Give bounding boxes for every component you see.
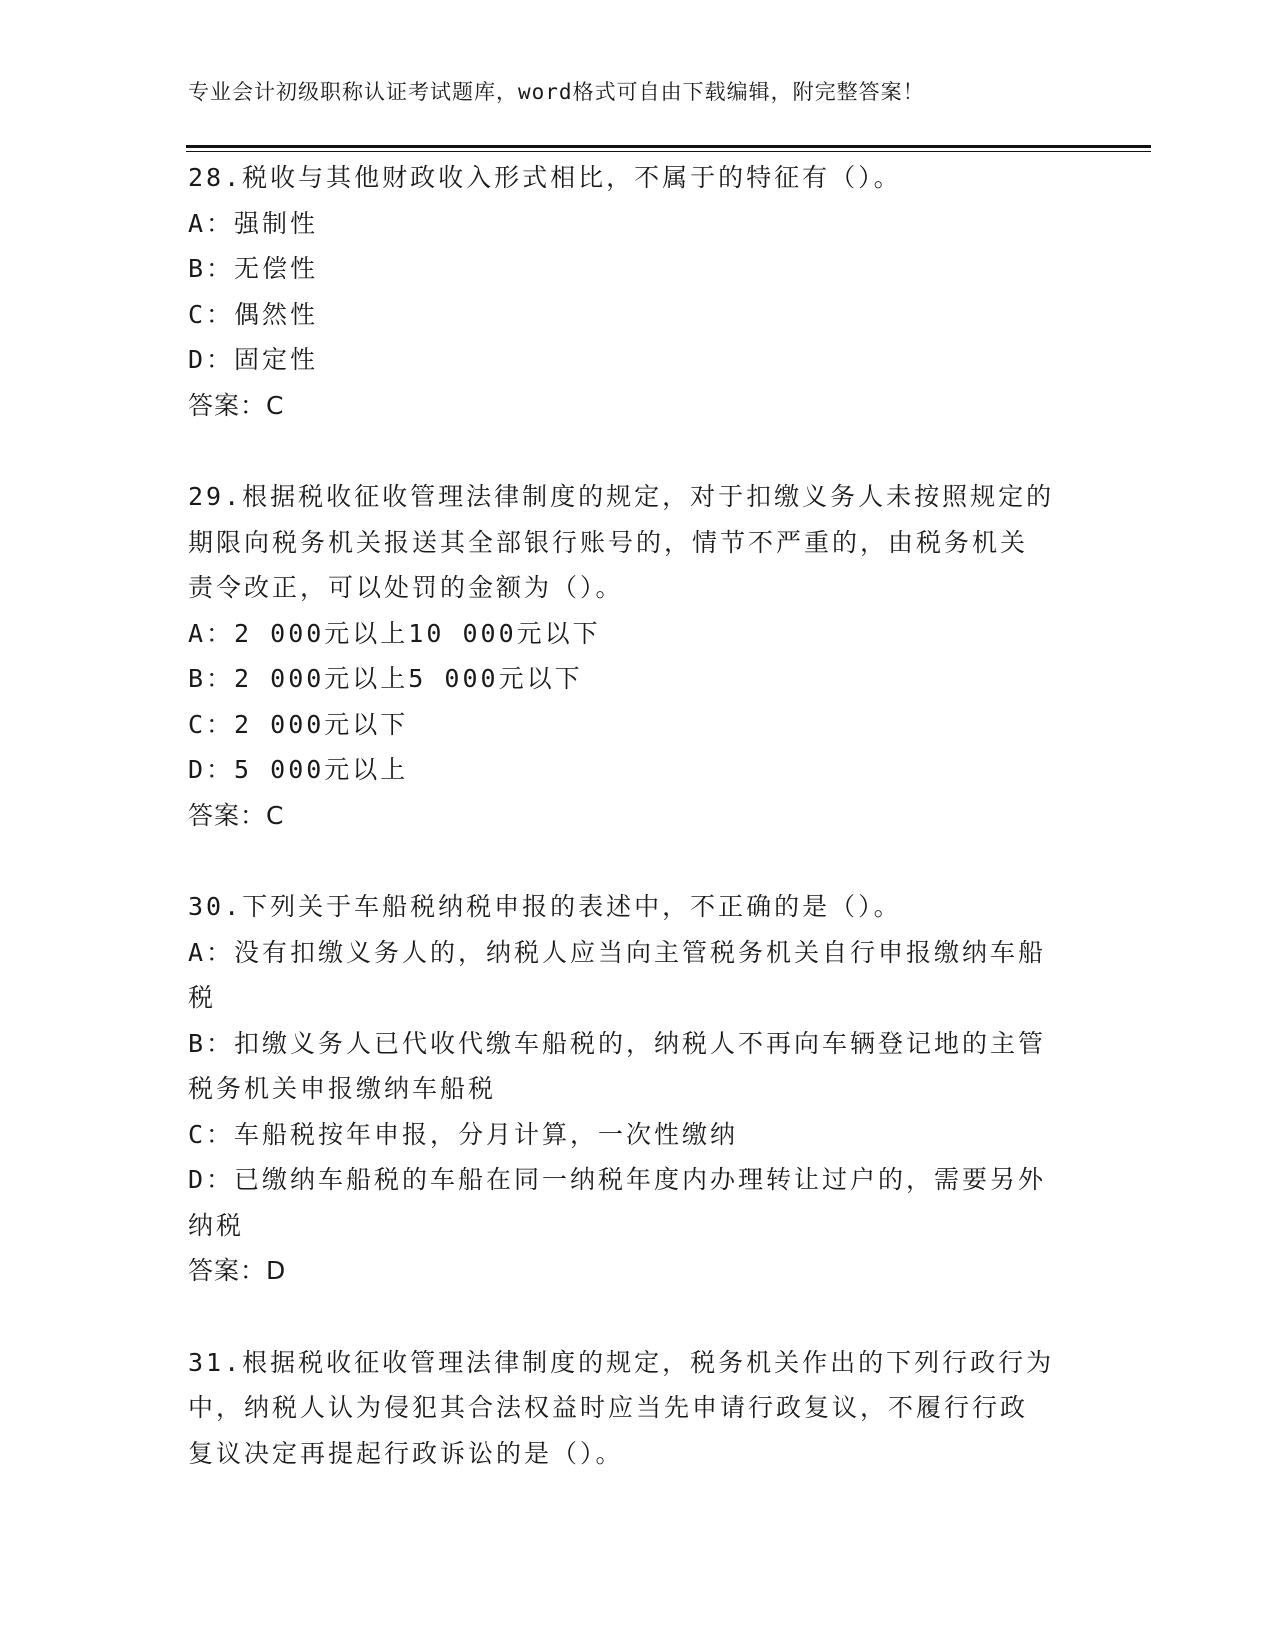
option-line: C：偶然性 bbox=[188, 299, 319, 329]
question-stem-line: 复议决定再提起行政诉讼的是（）。 bbox=[188, 1438, 624, 1468]
option-line: B：2 000元以上5 000元以下 bbox=[188, 664, 583, 693]
answer-line: 答案：C bbox=[188, 390, 285, 420]
question-stem-line: 29.根据税收征收管理法律制度的规定，对于扣缴义务人未按照规定的 bbox=[188, 482, 1055, 511]
option-line: A：没有扣缴义务人的，纳税人应当向主管税务机关自行申报缴纳车船 bbox=[188, 937, 1047, 967]
option-line: A：强制性 bbox=[188, 208, 319, 238]
header-rule-thick bbox=[186, 145, 1151, 148]
answer-line: 答案：D bbox=[188, 1256, 287, 1285]
option-line: C：车船税按年申报，分月计算，一次性缴纳 bbox=[188, 1119, 739, 1149]
answer-line: 答案：C bbox=[188, 800, 285, 830]
option-line: A：2 000元以上10 000元以下 bbox=[188, 618, 601, 648]
option-line: 税 bbox=[188, 983, 217, 1012]
question-stem-line: 30.下列关于车船税纳税申报的表述中，不正确的是（）。 bbox=[188, 892, 902, 921]
question-2 bbox=[188, 474, 1088, 838]
question-4 bbox=[188, 1340, 1088, 1477]
question-1 bbox=[188, 155, 1088, 428]
option-line: D：已缴纳车船税的车船在同一纳税年度内办理转让过户的，需要另外 bbox=[188, 1165, 1047, 1194]
question-stem-line: 中，纳税人认为侵犯其合法权益时应当先申请行政复议，不履行行政 bbox=[188, 1393, 1029, 1422]
option-line: C：2 000元以下 bbox=[188, 709, 409, 739]
question-list bbox=[188, 155, 1088, 1522]
question-stem-line: 31.根据税收征收管理法律制度的规定，税务机关作出的下列行政行为 bbox=[188, 1347, 1055, 1377]
option-line: D：固定性 bbox=[188, 345, 319, 374]
question-stem-line: 责令改正，可以处罚的金额为（）。 bbox=[188, 573, 624, 602]
option-line: D：5 000元以上 bbox=[188, 755, 409, 784]
question-3 bbox=[188, 884, 1088, 1294]
page-header: 专业会计初级职称认证考试题库，word格式可自由下载编辑，附完整答案！ bbox=[188, 80, 925, 104]
header-rule-thin bbox=[186, 151, 1151, 152]
question-stem-line: 28.税收与其他财政收入形式相比，不属于的特征有（）。 bbox=[188, 163, 902, 192]
option-line: 纳税 bbox=[188, 1210, 245, 1240]
option-line: B：扣缴义务人已代收代缴车船税的，纳税人不再向车辆登记地的主管 bbox=[188, 1028, 1047, 1058]
option-line: B：无偿性 bbox=[188, 254, 319, 283]
question-stem-line: 期限向税务机关报送其全部银行账号的，情节不严重的，由税务机关 bbox=[188, 527, 1029, 557]
option-line: 税务机关申报缴纳车船税 bbox=[188, 1074, 497, 1103]
